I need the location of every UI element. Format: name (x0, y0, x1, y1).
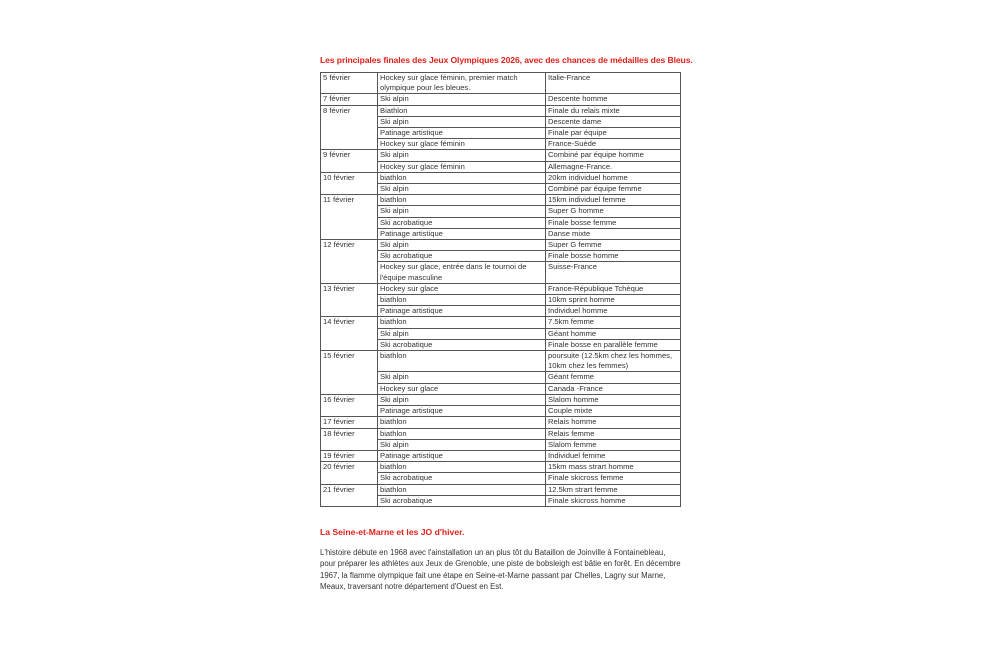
event-cell: Géant femme (546, 372, 681, 383)
sport-cell: Ski acrobatique (378, 473, 546, 484)
sport-cell: Ski acrobatique (378, 217, 546, 228)
table-row (321, 383, 681, 394)
sport-cell: Ski alpin (378, 240, 546, 251)
table-row (321, 161, 681, 172)
event-cell: Individuel femme (546, 450, 681, 461)
sport-cell: Patinage artistique (378, 306, 546, 317)
event-cell: Individuel homme (546, 306, 681, 317)
event-cell: Super G homme (546, 206, 681, 217)
table-row (321, 172, 681, 183)
event-cell: Relais femme (546, 428, 681, 439)
sport-cell: biathlon (378, 417, 546, 428)
table-row (321, 450, 681, 461)
sport-cell: Hockey sur glace féminin, premier match olympique pour les bleues. (378, 73, 546, 94)
table-row (321, 295, 681, 306)
date-cell (321, 473, 378, 484)
table-row (321, 317, 681, 328)
document-title: Les principales finales des Jeux Olympiques 2026, avec des chances de médailles des Bleus. (320, 55, 693, 65)
event-cell: Danse mixte (546, 228, 681, 239)
sport-cell: biathlon (378, 172, 546, 183)
table-row (321, 240, 681, 251)
event-cell: Combiné par équipe homme (546, 150, 681, 161)
event-cell: Finale bosse femme (546, 217, 681, 228)
sport-cell: biathlon (378, 195, 546, 206)
section-paragraph: L'histoire débute en 1968 avec l'ainstallation un an plus tôt du Bataillon de Joinville à Fontainebleau, pour préparer les athlètes aux Jeux de Grenoble, une piste de bobsleigh est bâtie en forêt. En décembre 1967, la flamme olympique fait une étape en Seine-et-Marne passant par Chelles, Lagny sur Marne, Meaux, traversant notre département d'Ouest en Est. (320, 547, 681, 591)
date-cell (321, 372, 378, 383)
table-row (321, 283, 681, 294)
date-cell: 11 février (321, 195, 378, 206)
section-title: La Seine-et-Marne et les JO d'hiver. (320, 526, 465, 537)
event-cell: Relais homme (546, 417, 681, 428)
event-cell: Descente homme (546, 94, 681, 105)
table-row (321, 206, 681, 217)
table-row (321, 417, 681, 428)
table-row (321, 94, 681, 105)
sport-cell: Ski acrobatique (378, 495, 546, 506)
date-cell (321, 184, 378, 195)
date-cell (321, 161, 378, 172)
sport-cell: biathlon (378, 295, 546, 306)
sport-cell: Ski alpin (378, 394, 546, 405)
date-cell: 9 février (321, 150, 378, 161)
date-cell (321, 495, 378, 506)
table-row (321, 328, 681, 339)
table-row (321, 105, 681, 116)
table-row (321, 306, 681, 317)
date-cell (321, 206, 378, 217)
sport-cell: Ski alpin (378, 439, 546, 450)
event-cell: Super G femme (546, 240, 681, 251)
event-cell: France-République Tchèque (546, 283, 681, 294)
event-cell: 15km individuel femme (546, 195, 681, 206)
sport-cell: Ski alpin (378, 328, 546, 339)
table-row (321, 372, 681, 383)
date-cell (321, 128, 378, 139)
sport-cell: Ski alpin (378, 150, 546, 161)
sport-cell: Biathlon (378, 105, 546, 116)
date-cell: 18 février (321, 428, 378, 439)
table-row (321, 139, 681, 150)
table-row (321, 406, 681, 417)
event-cell: 10km sprint homme (546, 295, 681, 306)
sport-cell: Ski alpin (378, 184, 546, 195)
table-row (321, 351, 681, 372)
table-row (321, 116, 681, 127)
sport-cell: Hockey sur glace (378, 283, 546, 294)
table-row (321, 73, 681, 94)
event-cell: Italie-France (546, 73, 681, 94)
sport-cell: biathlon (378, 462, 546, 473)
table-row (321, 150, 681, 161)
table-row (321, 484, 681, 495)
date-cell (321, 228, 378, 239)
sport-cell: biathlon (378, 484, 546, 495)
date-cell (321, 217, 378, 228)
sport-cell: Patinage artistique (378, 228, 546, 239)
sport-cell: biathlon (378, 351, 546, 372)
date-cell: 16 février (321, 394, 378, 405)
table-row (321, 428, 681, 439)
table-row (321, 217, 681, 228)
table-row (321, 439, 681, 450)
date-cell: 5 février (321, 73, 378, 94)
event-cell: Couple mixte (546, 406, 681, 417)
sport-cell: Patinage artistique (378, 128, 546, 139)
date-cell (321, 251, 378, 262)
date-cell (321, 116, 378, 127)
date-cell: 17 février (321, 417, 378, 428)
event-cell: Finale skicross femme (546, 473, 681, 484)
event-cell: Suisse-France (546, 262, 681, 283)
sport-cell: Hockey sur glace, entrée dans le tournoi de l'équipe masculine (378, 262, 546, 283)
date-cell: 21 février (321, 484, 378, 495)
table-row (321, 251, 681, 262)
event-cell: Finale skicross homme (546, 495, 681, 506)
date-cell: 20 février (321, 462, 378, 473)
date-cell (321, 295, 378, 306)
date-cell (321, 139, 378, 150)
event-cell: Allemagne-France. (546, 161, 681, 172)
event-cell: Slalom femme (546, 439, 681, 450)
date-cell (321, 328, 378, 339)
table-row (321, 462, 681, 473)
event-cell: Descente dame (546, 116, 681, 127)
olympic-finals-table (320, 72, 681, 507)
event-cell: Finale bosse en parallèle femme (546, 339, 681, 350)
date-cell (321, 262, 378, 283)
sport-cell: Hockey sur glace féminin (378, 139, 546, 150)
sport-cell: Ski acrobatique (378, 339, 546, 350)
event-cell: Finale du relais mixte (546, 105, 681, 116)
sport-cell: biathlon (378, 428, 546, 439)
event-cell: Finale bosse homme (546, 251, 681, 262)
date-cell: 12 février (321, 240, 378, 251)
event-cell: France-Suède (546, 139, 681, 150)
table-row (321, 339, 681, 350)
date-cell: 13 février (321, 283, 378, 294)
sport-cell: biathlon (378, 317, 546, 328)
date-cell (321, 439, 378, 450)
table-row (321, 495, 681, 506)
event-cell: Slalom homme (546, 394, 681, 405)
document-page (320, 55, 693, 592)
date-cell: 10 février (321, 172, 378, 183)
event-cell: 12.5km strart femme (546, 484, 681, 495)
date-cell: 19 février (321, 450, 378, 461)
table-row (321, 473, 681, 484)
sport-cell: Ski alpin (378, 94, 546, 105)
sport-cell: Patinage artistique (378, 450, 546, 461)
date-cell: 7 février (321, 94, 378, 105)
sport-cell: Ski alpin (378, 116, 546, 127)
date-cell (321, 306, 378, 317)
table-row (321, 128, 681, 139)
date-cell: 8 février (321, 105, 378, 116)
table-row (321, 184, 681, 195)
date-cell: 15 février (321, 351, 378, 372)
date-cell (321, 406, 378, 417)
event-cell: 20km individuel homme (546, 172, 681, 183)
date-cell (321, 383, 378, 394)
event-cell: Finale par équipe (546, 128, 681, 139)
sport-cell: Hockey sur glace (378, 383, 546, 394)
sport-cell: Ski alpin (378, 372, 546, 383)
event-cell: 15km mass strart homme (546, 462, 681, 473)
date-cell: 14 février (321, 317, 378, 328)
sport-cell: Ski acrobatique (378, 251, 546, 262)
table-row (321, 195, 681, 206)
sport-cell: Patinage artistique (378, 406, 546, 417)
table-row (321, 228, 681, 239)
event-cell: Géant homme (546, 328, 681, 339)
event-cell: poursuite (12.5km chez les hommes, 10km chez les femmes) (546, 351, 681, 372)
event-cell: 7.5km femme (546, 317, 681, 328)
sport-cell: Hockey sur glace féminin (378, 161, 546, 172)
date-cell (321, 339, 378, 350)
event-cell: Canada -France (546, 383, 681, 394)
table-body (321, 73, 681, 507)
sport-cell: Ski alpin (378, 206, 546, 217)
table-row (321, 262, 681, 283)
event-cell: Combiné par équipe femme (546, 184, 681, 195)
table-row (321, 394, 681, 405)
